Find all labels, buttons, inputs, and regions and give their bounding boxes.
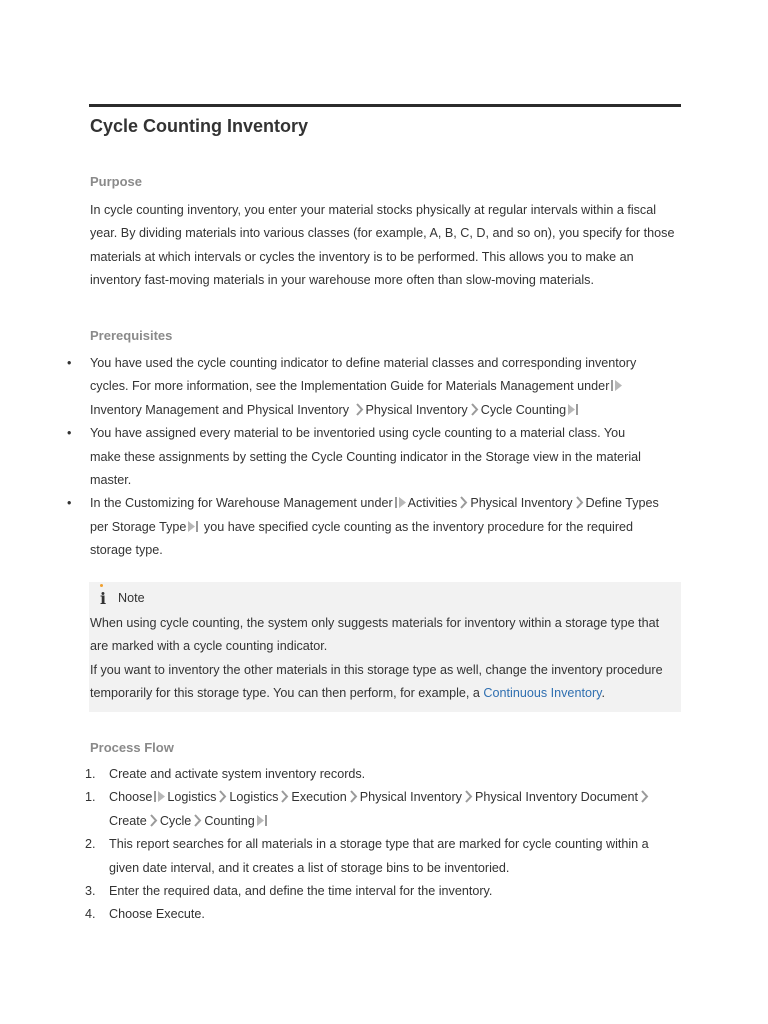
path-separator-icon [193,814,202,827]
note-line-2-end: . [601,686,606,701]
note-box [89,582,681,712]
step-number: 3. [85,884,96,899]
note-line-2-text: If you want to inventory the other materials in this storage type as well, change the inventory procedure temporarily for this storage type. You can then perform, for example, a [90,662,663,701]
document [67,104,681,922]
menu-path-item[interactable]: Physical Inventory [365,402,468,417]
note-header [90,586,675,612]
menu-path-item[interactable]: Create [109,813,147,828]
menu-path-item[interactable]: Physical Inventory Document [474,790,639,805]
path-separator-icon [218,790,227,803]
page-title: Cycle Counting Inventory [90,116,309,136]
step-text: Choose [109,790,153,805]
step-number: 2. [85,837,96,852]
list-item [67,352,659,422]
step-text: Enter the required data, and define the time interval for the inventory. [109,884,493,899]
path-separator-icon [575,496,584,509]
list-item [67,492,659,562]
path-start-icon [395,496,407,509]
path-separator-icon [470,403,479,416]
menu-path-item[interactable]: Logistics [167,790,217,805]
path-separator-icon [280,790,289,803]
step-number: 1. [85,767,96,781]
path-separator-icon [355,403,364,416]
note-label: Note [118,591,145,606]
list-item [85,833,659,880]
prereq-3-text: In the Customizing for Warehouse Management under [90,496,393,511]
info-icon: i [92,587,114,610]
bullet-icon: • [67,426,72,441]
path-start-icon [611,379,623,392]
menu-path-item[interactable]: Activities [407,496,458,511]
path-separator-icon [349,790,358,803]
path-separator-icon [149,814,158,827]
menu-path-item[interactable]: Execution [291,790,347,805]
path-separator-icon [459,496,468,509]
note-line-2 [90,659,675,706]
list-item [85,786,659,833]
continuous-inventory-link[interactable]: Continuous Inventory [483,686,602,701]
menu-path-item[interactable]: Define Types per Storage Type [90,496,659,534]
step-text: Choose Execute. [109,907,205,922]
process-steps-list [85,763,659,927]
menu-path-item[interactable]: Inventory Management and Physical Inventory [90,402,350,417]
prereq-1-text: You have used the cycle counting indicator to define material classes and corresponding inventory cycles. For more information, see the Implementation Guide for Materials Management under [90,356,637,394]
menu-path-item[interactable]: Counting [204,813,255,828]
list-item [85,903,659,926]
menu-path-item[interactable]: Logistics [229,790,279,805]
purpose-text: In cycle counting inventory, you enter your material stocks physically at regular intervals within a fiscal year. By dividing materials into various classes (for example, A, B, C, D, and so on), you specify for those materials at which intervals or cycles the inventory is to be performed. This allows you to make an inventory fast-moving materials in your warehouse more often than slow-moving materials. [90,203,675,288]
menu-path-item[interactable]: Cycle Counting [480,402,567,417]
path-separator-icon [640,790,649,803]
bullet-icon: • [67,496,72,511]
step-text: This report searches for all materials in a storage type that are marked for cycle counting within a given date interval, and it creates a list of storage bins to be inventoried. [109,837,649,875]
path-start-icon [154,790,166,803]
prerequisites-heading: Prerequisites [90,328,173,343]
path-end-icon [187,520,199,533]
menu-path-item[interactable]: Physical Inventory [470,496,573,511]
step-number: 1. [85,790,96,805]
list-item [85,763,659,786]
note-line-1: When using cycle counting, the system only suggests materials for inventory within a storage type that are marked with a cycle counting indicator. [90,616,660,654]
menu-path-item[interactable]: Physical Inventory [359,790,462,805]
prereq-3-post: you have specified cycle counting as the inventory procedure for the required storage type. [90,519,634,558]
purpose-heading: Purpose [90,174,143,189]
title-rule [89,104,681,107]
prereq-2-text: You have assigned every material to be inventoried using cycle counting to a material class. You make these assignments by setting the Cycle Counting indicator in the Storage view in the material master. [90,426,641,488]
bullet-icon: • [67,356,72,370]
path-end-icon [567,403,579,416]
prerequisites-list [67,352,659,563]
step-text: Create and activate system inventory records. [109,767,366,781]
process-flow-heading: Process Flow [90,740,174,755]
path-end-icon [256,814,268,827]
menu-path-item[interactable]: Cycle [159,813,192,828]
list-item [67,422,659,492]
step-number: 4. [85,907,96,922]
list-item [85,880,659,903]
path-separator-icon [464,790,473,803]
